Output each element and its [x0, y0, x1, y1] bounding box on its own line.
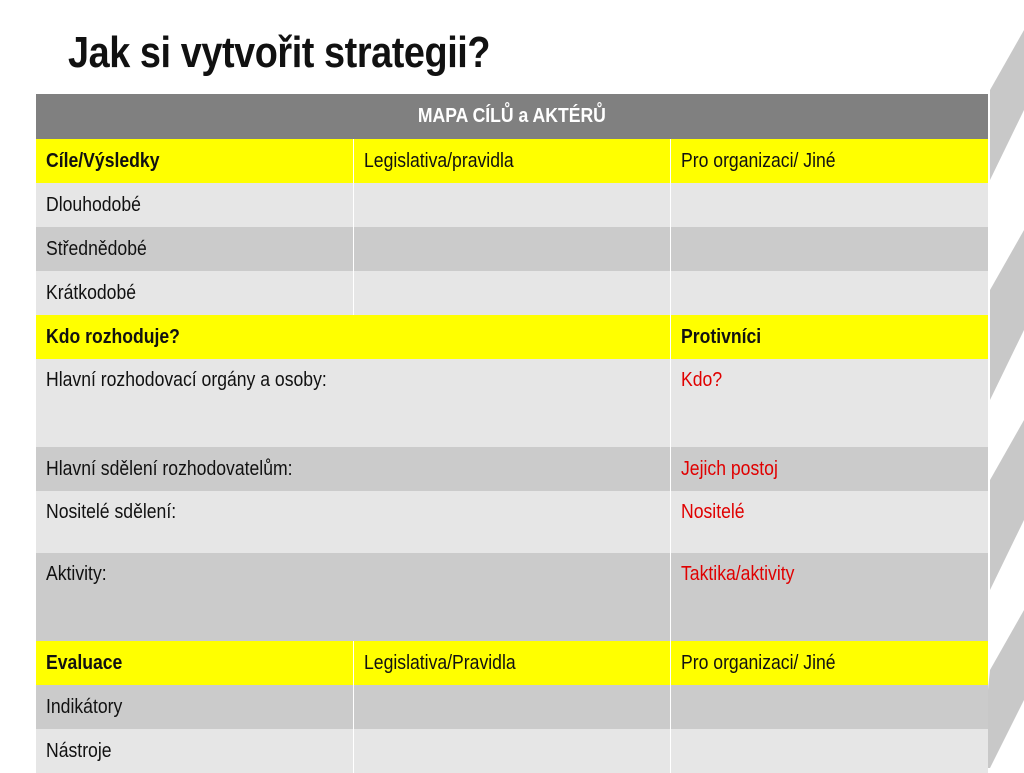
opponent-cell: Taktika/aktivity: [670, 553, 988, 641]
table-row: [36, 491, 988, 553]
row-label: Hlavní rozhodovací orgány a osoby:: [36, 359, 670, 447]
actors-header-cell: Protivníci: [670, 315, 988, 359]
opponent-cell: Nositelé: [670, 491, 988, 553]
evaluation-header-cell: Legislativa/Pravidla: [353, 641, 670, 685]
row-label: Dlouhodobé: [36, 183, 353, 227]
empty-cell: [670, 685, 988, 729]
goals-header-row: [36, 139, 988, 183]
empty-cell: [353, 271, 670, 315]
empty-cell: [670, 183, 988, 227]
slide-title: Jak si vytvořit strategii?: [68, 28, 491, 77]
goals-header-cell: Legislativa/pravidla: [353, 139, 670, 183]
row-label: Nositelé sdělení:: [36, 491, 670, 553]
empty-cell: [353, 729, 670, 773]
empty-cell: [670, 271, 988, 315]
table-header: MAPA CÍLŮ a AKTÉRŮ: [36, 94, 988, 139]
table-row: [36, 447, 988, 491]
opponent-cell: Jejich postoj: [670, 447, 988, 491]
empty-cell: [670, 729, 988, 773]
row-label: Aktivity:: [36, 553, 670, 641]
table-header-row: [36, 94, 988, 139]
row-label: Hlavní sdělení rozhodovatelům:: [36, 447, 670, 491]
evaluation-header-cell: Evaluace: [36, 641, 353, 685]
empty-cell: [353, 227, 670, 271]
opponent-cell: Kdo?: [670, 359, 988, 447]
table-row: [36, 685, 988, 729]
row-label: Nástroje: [36, 729, 353, 773]
goals-actors-table: [36, 94, 988, 773]
evaluation-header-row: [36, 641, 988, 685]
table-row: [36, 553, 988, 641]
row-label: Krátkodobé: [36, 271, 353, 315]
row-label: Indikátory: [36, 685, 353, 729]
actors-header-cell: Kdo rozhoduje?: [36, 315, 670, 359]
empty-cell: [353, 183, 670, 227]
table-row: [36, 271, 988, 315]
table-row: [36, 227, 988, 271]
empty-cell: [670, 227, 988, 271]
row-label: Střednědobé: [36, 227, 353, 271]
goals-header-cell: Cíle/Výsledky: [36, 139, 353, 183]
table-row: [36, 183, 988, 227]
evaluation-header-cell: Pro organizaci/ Jiné: [670, 641, 988, 685]
table-row: [36, 359, 988, 447]
actors-header-row: [36, 315, 988, 359]
table-row: [36, 729, 988, 773]
goals-header-cell: Pro organizaci/ Jiné: [670, 139, 988, 183]
empty-cell: [353, 685, 670, 729]
